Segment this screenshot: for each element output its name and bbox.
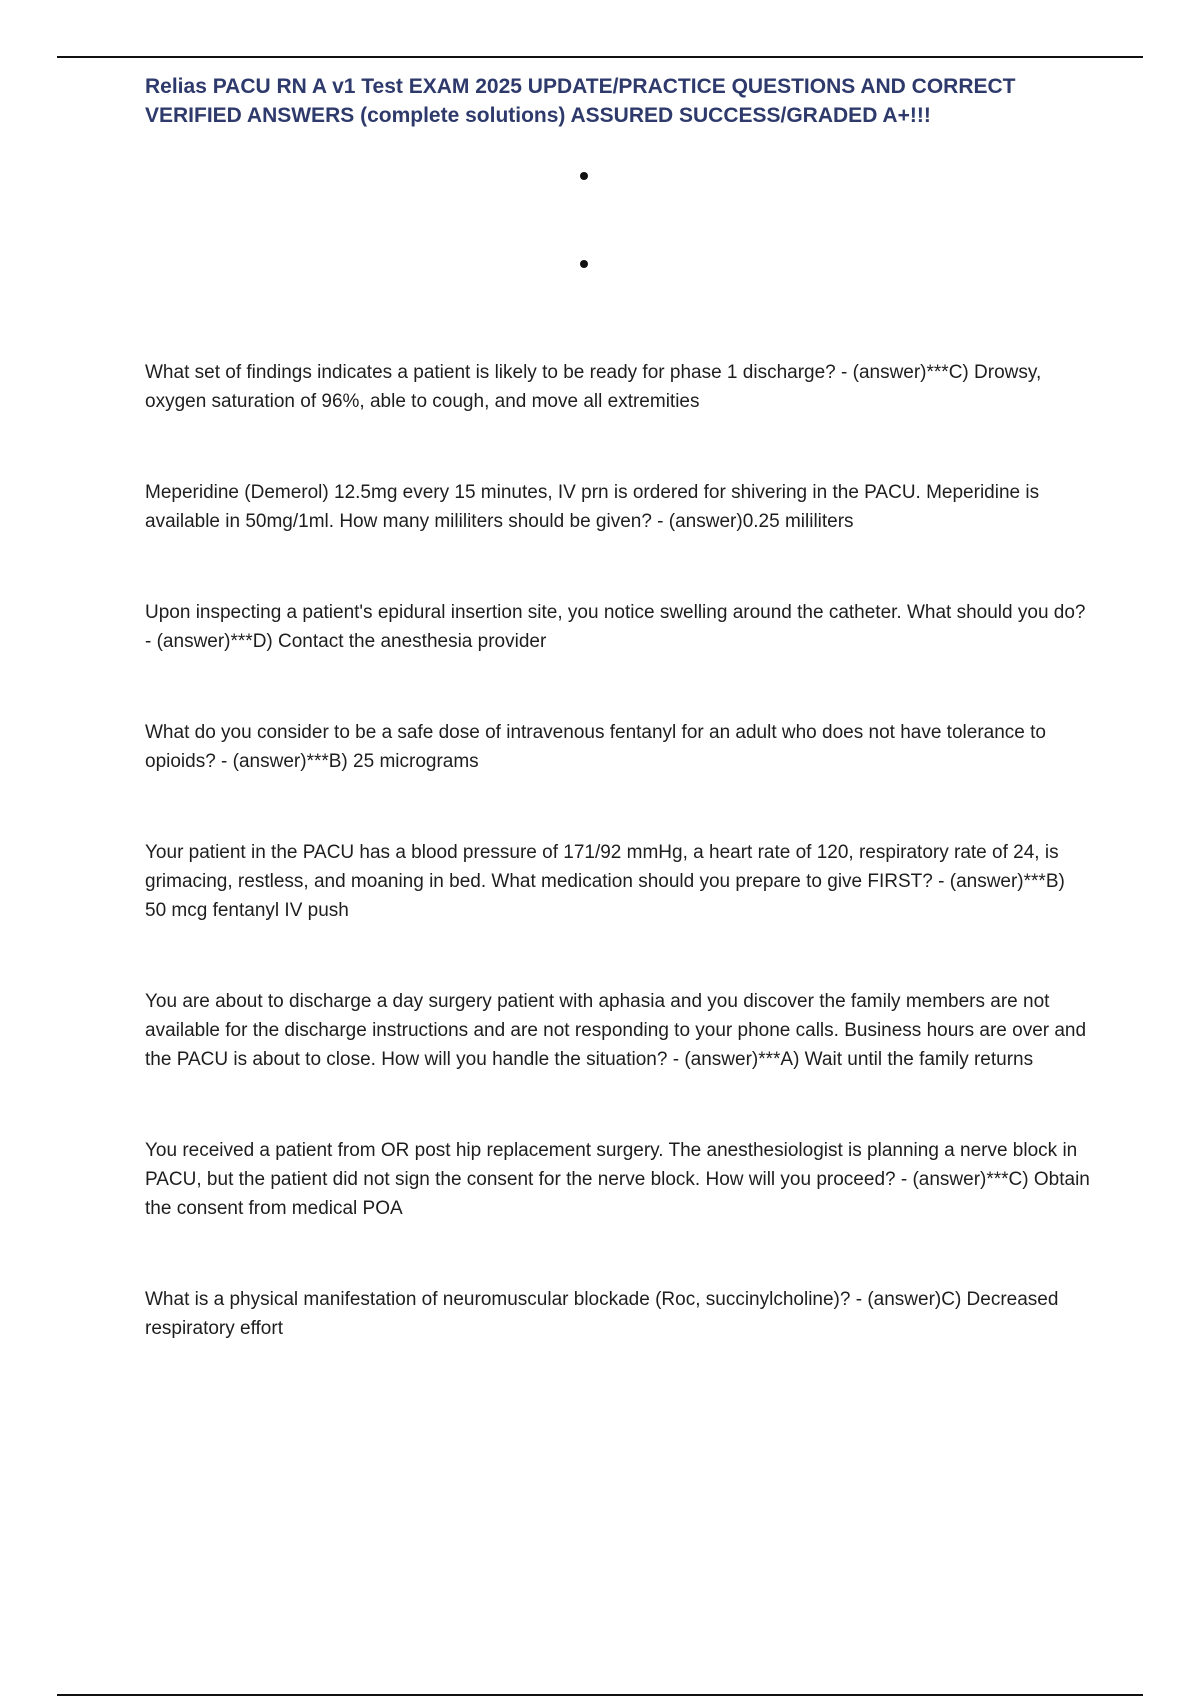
qa-item: You are about to discharge a day surgery patient with aphasia and you discover the family members are not available for the discharge instructions and are not responding to your phone calls. Business hours are over and the PACU is about to close. How will you handle the situation? - (answer)***A) Wait until the family returns bbox=[145, 991, 1087, 1070]
qa-item: What set of findings indicates a patient is likely to be ready for phase 1 discharge? - (answer)***C) Drowsy, oxygen saturation of 96%, able to cough, and move all extremities bbox=[145, 362, 1042, 412]
qa-item: Upon inspecting a patient's epidural insertion site, you notice swelling around the catheter. What should you do? - (answer)***D) Contact the anesthesia provider bbox=[145, 602, 1086, 652]
footer-rule bbox=[57, 1694, 1143, 1696]
qa-item: What do you consider to be a safe dose of intravenous fentanyl for an adult who does not have tolerance to opioids? - (answer)***B) 25 micrograms bbox=[145, 722, 1046, 772]
question-answer-list bbox=[145, 358, 1090, 1343]
header-rule bbox=[57, 56, 1143, 58]
qa-item: Meperidine (Demerol) 12.5mg every 15 minutes, IV prn is ordered for shivering in the PACU. Meperidine is available in 50mg/1ml. How many mililiters should be given? - (answer)0.25 mililiters bbox=[145, 482, 1040, 532]
document-title: Relias PACU RN A v1 Test EXAM 2025 UPDATE/PRACTICE QUESTIONS AND CORRECT VERIFIED ANSWERS (complete solutions) ASSURED SUCCESS/GRADED A+!!! bbox=[145, 75, 1016, 127]
qa-item: You received a patient from OR post hip replacement surgery. The anesthesiologist is planning a nerve block in PACU, but the patient did not sign the consent for the nerve block. How will you proceed? - (answer)***C) Obtain the consent from medical POA bbox=[145, 1140, 1090, 1219]
bullet-point bbox=[580, 260, 588, 268]
qa-item: Your patient in the PACU has a blood pressure of 171/92 mmHg, a heart rate of 120, respiratory rate of 24, is grimacing, restless, and moaning in bed. What medication should you prepare to give FIRST? - (answer)***B) 50 mcg fentanyl IV push bbox=[145, 842, 1065, 921]
bullet-point bbox=[580, 172, 588, 180]
qa-item: What is a physical manifestation of neuromuscular blockade (Roc, succinylcholine)? - (answer)C) Decreased respiratory effort bbox=[145, 1289, 1059, 1339]
